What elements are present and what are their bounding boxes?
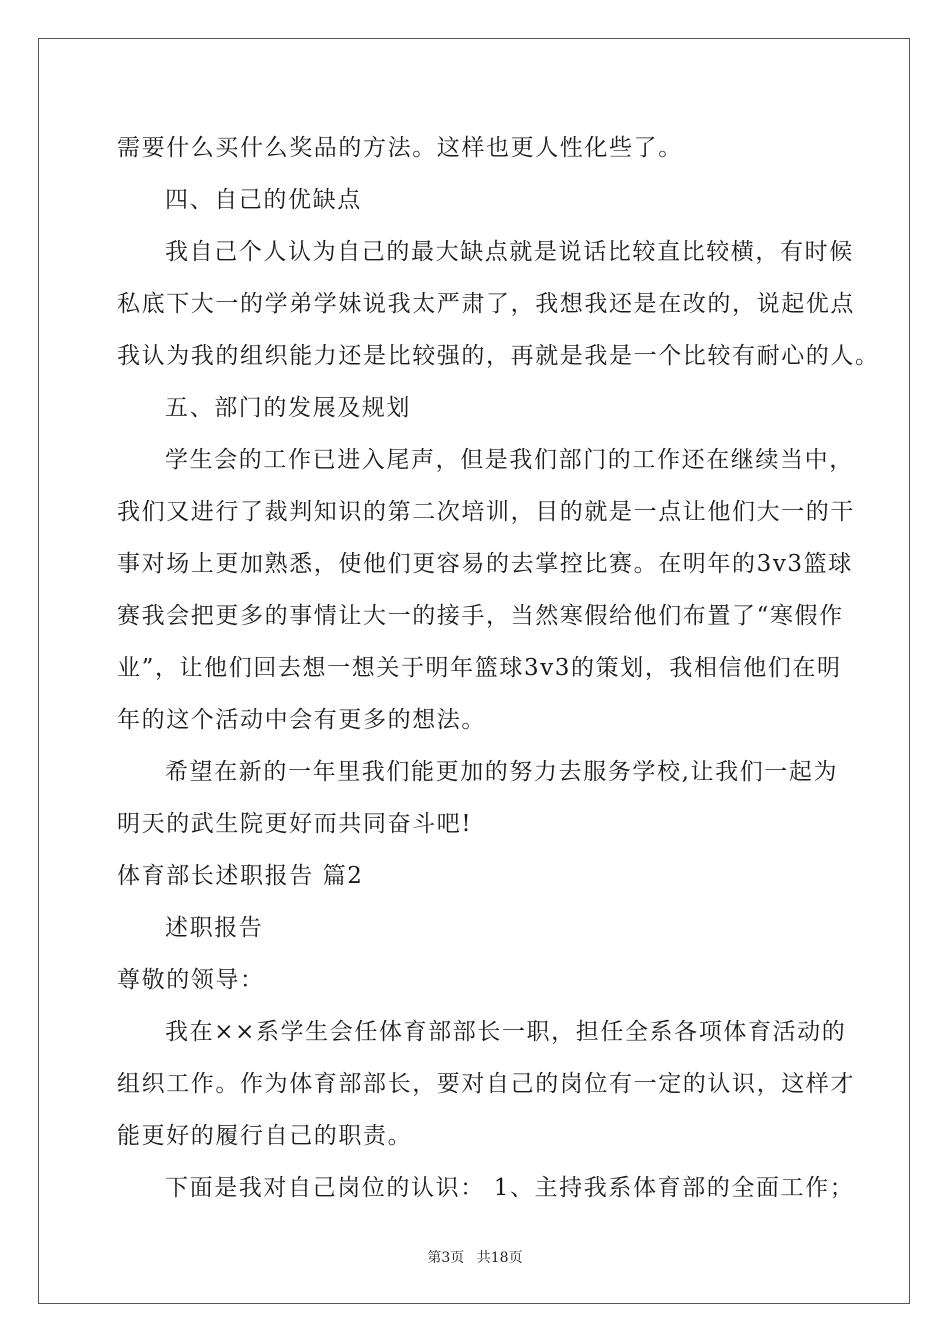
- text-line: 我认为我的组织能力还是比较强的，再就是我是一个比较有耐心的人。: [117, 343, 880, 369]
- report-heading: 述职报告: [165, 915, 264, 941]
- text-line: 明天的武生院更好而共同奋斗吧!: [117, 811, 473, 837]
- section-heading: 四、自己的优缺点: [165, 187, 362, 213]
- text-line: 私底下大一的学弟学妹说我太严肃了，我想我还是在改的，说起优点: [117, 291, 855, 317]
- text-line: 需要什么买什么奖品的方法。这样也更人性化些了。: [117, 135, 683, 161]
- text-line: 业”，让他们回去想一想关于明年篮球3v3的策划，我相信他们在明: [117, 655, 842, 681]
- text-line: 年的这个活动中会有更多的想法。: [117, 707, 486, 733]
- section-heading: 五、部门的发展及规划: [165, 395, 411, 421]
- document-body: [117, 130, 880, 1222]
- text-line: 赛我会把更多的事情让大一的接手，当然寒假给他们布置了“寒假作: [117, 603, 844, 629]
- page-total: 共18页: [476, 1250, 523, 1266]
- page-number: 第3页: [427, 1250, 465, 1266]
- text-line: 我们又进行了裁判知识的第二次培训，目的就是一点让他们大一的干: [117, 499, 855, 525]
- salutation: 尊敬的领导：: [117, 967, 265, 993]
- text-line: 组织工作。作为体育部部长，要对自己的岗位有一定的认识，这样才: [117, 1071, 855, 1097]
- article-title: 体育部长述职报告 篇2: [117, 863, 364, 889]
- text-line: 事对场上更加熟悉，使他们更容易的去掌控比赛。在明年的3v3篮球: [117, 551, 853, 577]
- text-line: 能更好的履行自己的职责。: [117, 1123, 413, 1149]
- text-line: 我自己个人认为自己的最大缺点就是说话比较直比较横，有时候: [165, 239, 854, 265]
- text-line: 学生会的工作已进入尾声，但是我们部门的工作还在继续当中，: [165, 447, 854, 473]
- text-line: 我在××系学生会任体育部部长一职，担任全系各项体育活动的: [165, 1019, 847, 1045]
- text-line: 下面是我对自己岗位的认识： 1、主持我系体育部的全面工作；: [165, 1175, 855, 1201]
- page-footer: [0, 1247, 950, 1267]
- text-line: 希望在新的一年里我们能更加的努力去服务学校,让我们一起为: [165, 759, 839, 785]
